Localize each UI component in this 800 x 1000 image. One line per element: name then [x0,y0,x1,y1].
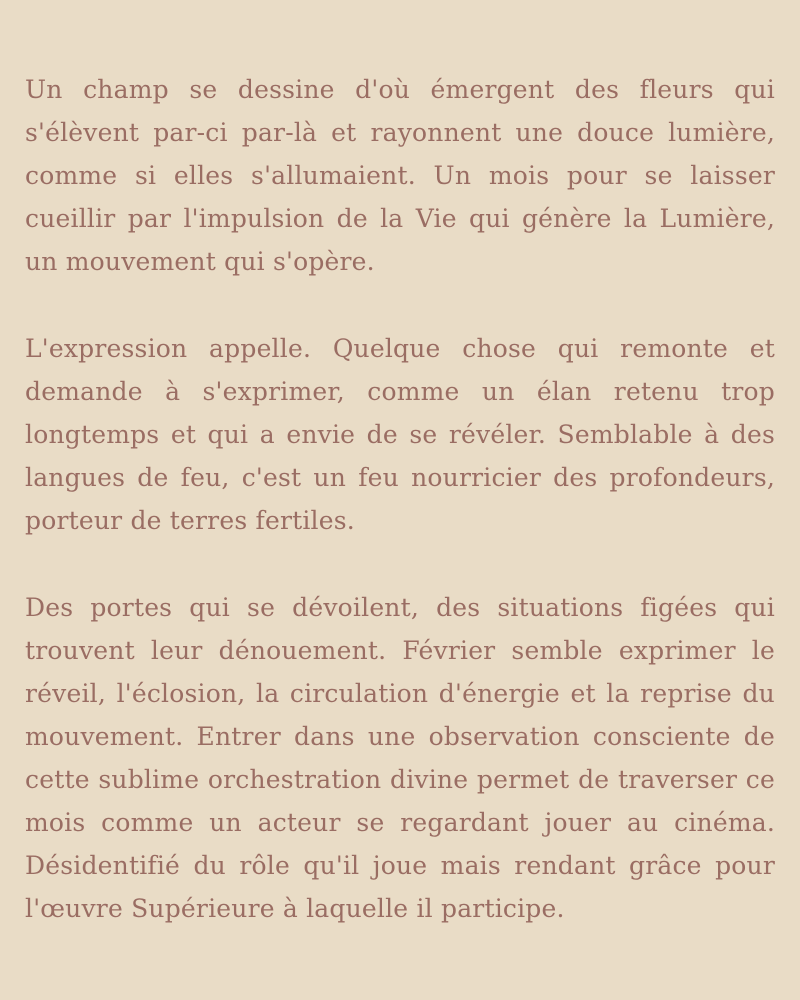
paragraph-field-flowers: Un champ se dessine d'où émergent des fleurs qui s'élèvent par-ci par-là et rayonnent une douce lumière, comme si elles s'allumaient. Un mois pour se laisser cueillir par l'impulsion de la Vie qui génère la Lumière, un mouvement qui s'opère. [25,75,775,276]
paragraph-expression-fire: L'expression appelle. Quelque chose qui remonte et demande à s'exprimer, comme un élan retenu trop longtemps et qui a envie de se révéler. Semblable à des langues de feu, c'est un feu nourricier des profondeurs, porteur de terres fertiles. [25,334,775,535]
paragraph-february-doors: Des portes qui se dévoilent, des situations figées qui trouvent leur dénouement. Février semble exprimer le réveil, l'éclosion, la circulation d'énergie et la reprise du mouvement. Entrer dans une observation consciente de cette sublime orchestration divine permet de traverser ce mois comme un acteur se regardant jouer au cinéma. Désidentifié du rôle qu'il joue mais rendant grâce pour l'œuvre Supérieure à laquelle il participe. [25,593,775,923]
